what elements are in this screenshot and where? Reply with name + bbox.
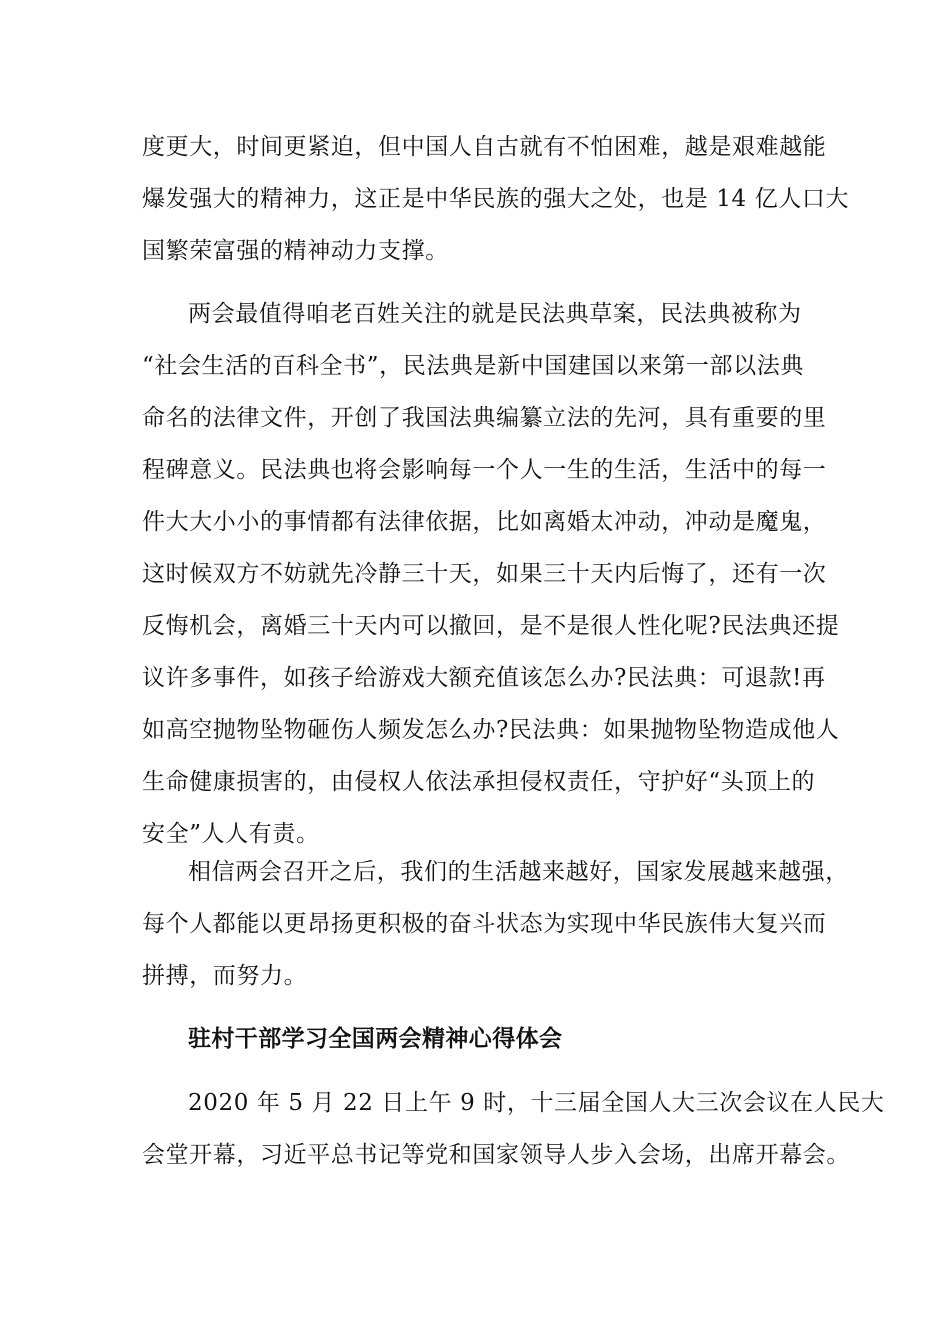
paragraph-line: 拼搏，而努力。 xyxy=(142,963,308,989)
paragraph-line: “社会生活的百科全书”，民法典是新中国建国以来第一部以法典 xyxy=(142,353,804,379)
paragraph-line: 议许多事件，如孩子给游戏大额充值该怎么办?民法典：可退款!再 xyxy=(142,665,826,691)
paragraph-line: 这时候双方不妨就先冷静三十天，如果三十天内后悔了，还有一次 xyxy=(142,561,827,587)
paragraph-line: 2020 年 5 月 22 日上午 9 时，十三届全国人大三次会议在人民大 xyxy=(188,1090,885,1116)
paragraph-line: 爆发强大的精神力，这正是中华民族的强大之处，也是 14 亿人口大 xyxy=(142,186,850,212)
paragraph-line: 两会最值得咱老百姓关注的就是民法典草案，民法典被称为 xyxy=(188,301,802,327)
paragraph-line: 生命健康损害的，由侵权人依法承担侵权责任，守护好“头顶上的 xyxy=(142,769,816,795)
paragraph-line: 命名的法律文件，开创了我国法典编纂立法的先河，具有重要的里 xyxy=(142,405,827,431)
paragraph-line: 相信两会召开之后，我们的生活越来越好，国家发展越来越强， xyxy=(188,859,849,885)
paragraph-line: 程碑意义。民法典也将会影响每一个人一生的生活，生活中的每一 xyxy=(142,457,827,483)
paragraph-line: 反悔机会，离婚三十天内可以撤回，是不是很人性化呢?民法典还提 xyxy=(142,613,840,639)
section-heading: 驻村干部学习全国两会精神心得体会 xyxy=(188,1026,563,1052)
paragraph-line: 每个人都能以更昂扬更积极的奋斗状态为实现中华民族伟大复兴而 xyxy=(142,911,827,937)
paragraph-line: 会堂开幕，习近平总书记等党和国家领导人步入会场，出席开幕会。 xyxy=(142,1142,850,1168)
paragraph-line: 度更大，时间更紧迫，但中国人自古就有不怕困难，越是艰难越能 xyxy=(142,134,827,160)
paragraph-line: 如高空抛物坠物砸伤人频发怎么办?民法典：如果抛物坠物造成他人 xyxy=(142,717,840,743)
paragraph-line: 件大大小小的事情都有法律依据，比如离婚太冲动，冲动是魔鬼， xyxy=(142,509,827,535)
paragraph-line: 国繁荣富强的精神动力支撑。 xyxy=(142,238,449,264)
paragraph-line: 安全”人人有责。 xyxy=(142,821,320,847)
